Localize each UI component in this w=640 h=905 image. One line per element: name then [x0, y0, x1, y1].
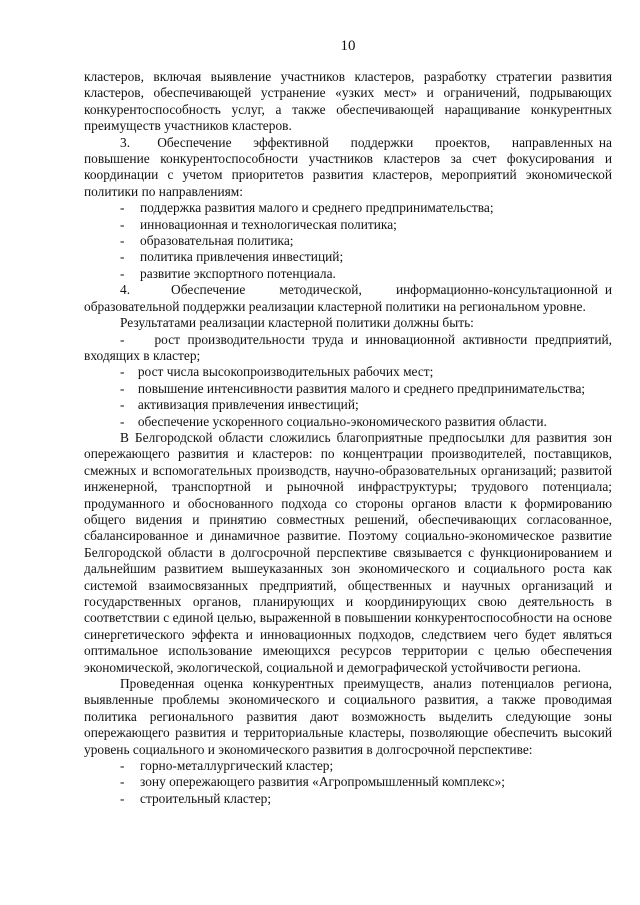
list-item: - рост производительности труда и инновационной активности предприятий, входящих в кластер; — [84, 331, 612, 363]
paragraph-continuation: кластеров, включая выявление участников кластеров, разработку стратегии развития кластеров, обеспечивающей устранение «узких мест» и ограничений, подрывающих конкурентоспособность услуг, а также обеспечивающей наращивание конкурентных преимуществ участников кластеров. — [84, 69, 612, 134]
paragraph-assessment: Проведенная оценка конкурентных преимуществ, анализ потенциалов региона, выявленные проблемы экономического и социального развития, а также проводимая политика регионального развития дают возможность выделить следующие зоны опережающего развития и территориальные кластеры, позволяющие обеспечить высокий уровень социального и экономического развития в долгосрочной перспективе: — [84, 676, 612, 757]
list-item: - развитие экспортного потенциала. — [120, 265, 336, 281]
list-item: - зону опережающего развития «Агропромышленный комплекс»; — [120, 774, 506, 790]
paragraph-results: Результатами реализации кластерной политики должны быть: — [120, 315, 474, 331]
list-item: - горно-металлургический кластер; — [120, 758, 334, 774]
paragraph-belgorod: В Белгородской области сложились благоприятные предпосылки для развития зон опережающего развития и кластеров: по концентрации производителей, поставщиков, смежных и вспомогательных производств, научно-образовательных организаций; развитой инженерной, транспортной и рыночной инфраструктуры; трудового потенциала; продуманного и обоснованного подхода со стороны органов власти к формированию общего видения и принятию совместных решений, обеспечивающих согласованное, сбалансированное и динамичное развитие. Поэтому социально-экономическое развитие Белгородской области в долгосрочной перспективе связывается с функционированием и дальнейшим развитием вышеуказанных зон экономического и социального роста как системой взаимосвязанных предприятий, общественных и научных организаций и государственных органов, планирующих и координирующих свою деятельность в соответствии с единой целью, выраженной в повышении конкурентоспособности на основе синергетического эффекта и инновационных подходов, следствием чего будет являться оптимальное использование имеющихся ресурсов территории с целью обеспечения экономической, экологической, социальной и демографической устойчивости региона. — [84, 429, 612, 675]
list-item: - поддержка развития малого и среднего предпринимательства; — [120, 200, 494, 216]
list-item: - обеспечение ускоренного социально-экономического развития области. — [120, 413, 547, 429]
page-number: 10 — [340, 38, 356, 54]
list-item: - инновационная и технологическая политика; — [120, 216, 397, 232]
list-item: - строительный кластер; — [120, 790, 272, 806]
list-item: - политика привлечения инвестиций; — [120, 249, 344, 265]
list-item: - повышение интенсивности развития малого и среднего предпринимательства; — [120, 380, 586, 396]
paragraph-item-4: 4. Обеспечение методической, информационно-консультационной и образовательной поддержки реализации кластерной политики на региональном уровне. — [84, 282, 612, 314]
list-item: - активизация привлечения инвестиций; — [120, 397, 359, 413]
paragraph-item-3: 3. Обеспечение эффективной поддержки проектов, направленных на повышение конкурентоспособности участников кластеров за счет фокусирования и координации с учетом приоритетов развития кластеров, мероприятий экономической политики по направлениям: — [84, 134, 612, 199]
policy-directions-list — [84, 200, 612, 282]
clusters-list — [84, 758, 612, 807]
results-list — [84, 332, 612, 430]
list-item: - образовательная политика; — [120, 233, 294, 249]
list-item: - рост числа высокопроизводительных рабочих мест; — [120, 364, 434, 380]
